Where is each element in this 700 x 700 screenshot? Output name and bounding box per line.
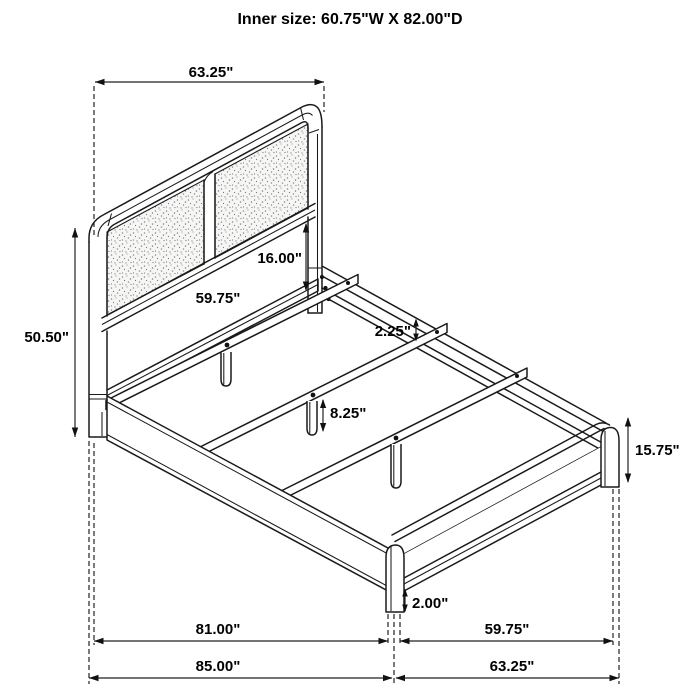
dim-foot-pad	[402, 589, 448, 613]
diagram-title: Inner size: 60.75"W X 82.00"D	[237, 11, 463, 28]
dim-label-slat-depth: 81.00"	[195, 621, 241, 638]
dim-label-rail-thickness: 2.25"	[374, 323, 411, 340]
dim-overall-depth	[89, 658, 393, 681]
footboard-top-rail	[392, 423, 610, 554]
dim-label-support-leg-height: 8.25"	[330, 405, 367, 422]
dim-label-footboard-height: 15.75"	[635, 442, 680, 459]
dim-panel-height	[257, 223, 309, 291]
footboard-right-leg	[601, 427, 619, 487]
center-leg-3	[391, 444, 401, 488]
dim-footboard-inner-width	[400, 621, 613, 644]
center-leg-1	[221, 352, 231, 386]
footboard-left-leg	[386, 545, 404, 612]
dim-label-footboard-inner-width: 59.75"	[484, 621, 530, 638]
dim-footboard-height	[625, 417, 680, 483]
dim-label-panel-height: 16.00"	[257, 250, 302, 267]
extension-lines	[89, 86, 619, 684]
dim-label-overall-depth: 85.00"	[195, 658, 241, 675]
dim-slat-depth	[94, 621, 388, 644]
headboard-panel-left	[107, 180, 204, 315]
dim-overall-width	[396, 658, 620, 681]
footboard	[386, 423, 619, 612]
headboard-divider	[204, 172, 215, 265]
dim-support-leg-height	[320, 399, 366, 432]
dim-headboard-height	[24, 228, 78, 437]
dim-headboard-width	[95, 64, 324, 85]
dim-label-headboard-inner-width: 59.75"	[195, 290, 241, 307]
dim-label-headboard-width: 63.25"	[188, 64, 234, 81]
dim-label-headboard-height: 50.50"	[24, 329, 69, 346]
footboard-bottom-rail	[404, 472, 601, 591]
dim-label-overall-width: 63.25"	[489, 658, 535, 675]
bed-frame	[106, 266, 606, 591]
headboard	[89, 105, 331, 437]
dim-label-foot-pad: 2.00"	[412, 595, 449, 612]
right-side-rail	[322, 266, 606, 453]
center-leg-2	[307, 401, 317, 435]
